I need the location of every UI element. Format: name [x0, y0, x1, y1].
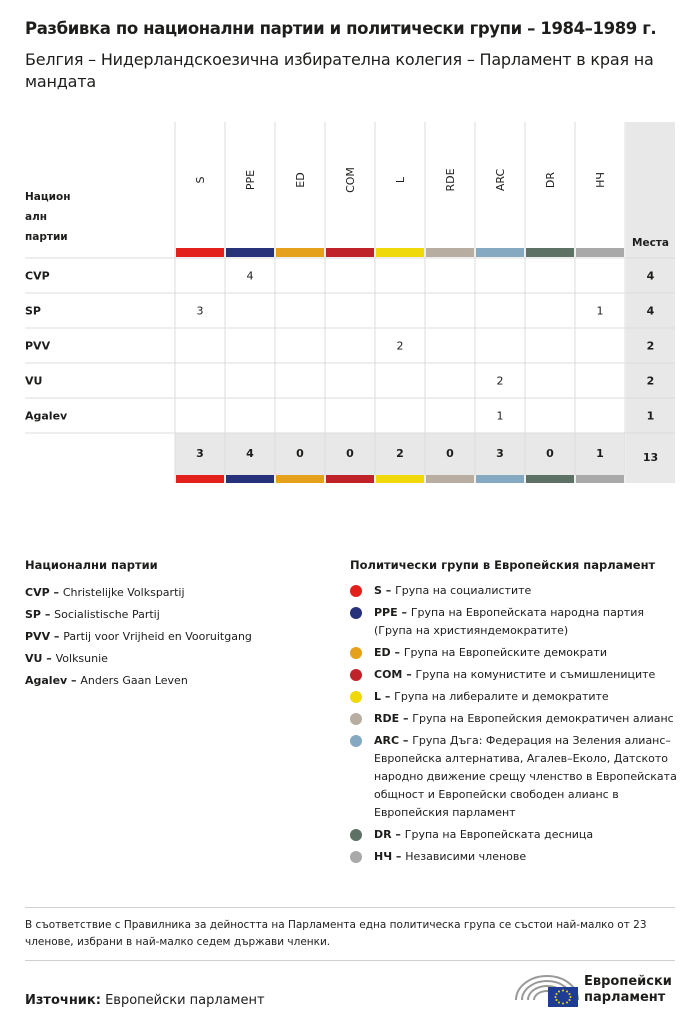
legend-party-name: Christelijke Volkspartij	[62, 586, 185, 599]
legend-party-code: CVP –	[25, 586, 63, 599]
legend-color-dot	[350, 851, 362, 863]
group-color-bar-bottom	[226, 475, 274, 483]
legend-group-item	[350, 688, 680, 706]
group-color-bar	[226, 248, 274, 257]
row-total-value: 2	[646, 339, 655, 353]
group-header-label: ED	[294, 172, 307, 188]
group-header-label: PPE	[244, 169, 257, 191]
legend-party-name: Anders Gaan Leven	[80, 674, 188, 687]
legend-color-dot	[350, 691, 362, 703]
column-total-value: 0	[446, 447, 454, 460]
legend-party-name: Partij voor Vrijheid en Vooruitgang	[63, 630, 252, 643]
group-color-bar	[476, 248, 524, 257]
grand-total-value: 13	[642, 451, 659, 464]
group-color-bar	[576, 248, 624, 257]
seat-distribution-table	[0, 0, 700, 500]
legend-group-name: Група на Европейската народна партия (Група на християндемократите)	[374, 606, 644, 637]
legend-color-dot	[350, 585, 362, 597]
group-color-bar-bottom	[526, 475, 574, 483]
party-row-label: SP	[25, 304, 41, 318]
column-total-value: 2	[396, 447, 404, 460]
legend-group-code: S –	[374, 584, 396, 597]
page-title: Разбивка по национални партии и политически групи – 1984–1989 г.	[25, 19, 657, 38]
column-total-value: 0	[296, 447, 304, 460]
legend-party-item	[25, 582, 325, 604]
legend-group-item	[350, 848, 680, 866]
group-header-label: RDE	[444, 168, 457, 192]
source-label: Източник:	[25, 993, 101, 1008]
group-header-label: НЧ	[594, 172, 607, 188]
group-color-bar-bottom	[426, 475, 474, 483]
group-header-label: COM	[344, 167, 357, 193]
cell-value: 1	[496, 409, 504, 423]
row-total-value: 4	[646, 304, 655, 318]
group-color-bar	[526, 248, 574, 257]
source-line	[25, 993, 265, 1008]
group-header-label: ARC	[494, 168, 507, 192]
group-color-bar-bottom	[276, 475, 324, 483]
cell-value: 3	[196, 304, 204, 318]
logo-line-1: Европейски	[584, 974, 672, 989]
group-color-bar-bottom	[476, 475, 524, 483]
legend-group-name: Група на комунистите и съмишлениците	[415, 668, 656, 681]
party-row-label: CVP	[25, 269, 50, 283]
group-color-bar	[276, 248, 324, 257]
group-color-bar-bottom	[326, 475, 374, 483]
column-total-value: 3	[196, 447, 204, 460]
legend-group-item	[350, 644, 680, 662]
legend-group-code: RDE –	[374, 712, 413, 725]
legend-party-name: Volksunie	[55, 652, 108, 665]
legend-party-item	[25, 670, 325, 692]
column-total-value: 4	[246, 447, 254, 460]
total-column-bg	[626, 122, 675, 483]
legend-group-code: ED –	[374, 646, 404, 659]
legend-group-item	[350, 604, 680, 640]
legend-party-code: VU –	[25, 652, 56, 665]
column-total-value: 0	[546, 447, 554, 460]
legend-national-parties	[25, 558, 325, 692]
group-color-bar-bottom	[176, 475, 224, 483]
row-total-value: 2	[646, 374, 655, 388]
legend-party-item	[25, 626, 325, 648]
group-color-bar	[426, 248, 474, 257]
cell-value: 2	[396, 339, 404, 353]
group-color-bar	[376, 248, 424, 257]
legend-party-name: Socialistische Partij	[54, 608, 160, 621]
footnote: В съответствие с Правилника за дейността на Парламента една политическа група се състои най-малко от 23 членове, избрани в най-малко седем държави членки.	[25, 919, 647, 948]
legend-color-dot	[350, 713, 362, 725]
cell-value: 4	[246, 269, 254, 283]
group-color-bar	[326, 248, 374, 257]
legend-political-groups	[350, 558, 680, 870]
legend-group-name: Група Дъга: Федерация на Зеления алианс–Европейска алтернатива, Агалев–Еколо, Датското народно движение срещу членство в Европейската общност и Европейски свободен алианс в Европейския парламент	[374, 734, 677, 819]
divider	[25, 907, 675, 908]
column-total-value: 1	[596, 447, 604, 460]
row-total-value: 1	[646, 409, 655, 423]
total-header-label: Места	[632, 237, 669, 249]
divider	[25, 960, 675, 961]
cell-value: 1	[596, 304, 604, 318]
legend-color-dot	[350, 829, 362, 841]
column-total-value: 3	[496, 447, 504, 460]
logo-text	[584, 974, 672, 1006]
party-row-label: Agalev	[25, 409, 68, 423]
legend-party-code: Agalev –	[25, 674, 81, 687]
cell-value: 2	[496, 374, 504, 388]
group-header-label: DR	[544, 171, 557, 189]
legend-party-code: SP –	[25, 608, 55, 621]
legend-color-dot	[350, 669, 362, 681]
legend-group-code: НЧ –	[374, 850, 406, 863]
group-color-bar	[176, 248, 224, 257]
source-text: Европейски парламент	[105, 993, 265, 1008]
legend-group-code: COM –	[374, 668, 416, 681]
logo-line-2: парламент	[584, 990, 666, 1005]
legend-party-item	[25, 648, 325, 670]
parliament-emblem-icon	[514, 970, 580, 1010]
legend-group-code: L –	[374, 690, 395, 703]
party-row-label: PVV	[25, 339, 51, 353]
row-header-label: Национ	[25, 191, 71, 203]
legend-party-item	[25, 604, 325, 626]
legend-group-name: Група на Европейската десница	[404, 828, 594, 841]
legend-party-code: PVV –	[25, 630, 64, 643]
legend-group-item	[350, 710, 680, 728]
group-color-bar-bottom	[576, 475, 624, 483]
legend-color-dot	[350, 735, 362, 747]
legend-group-code: DR –	[374, 828, 405, 841]
legend-group-item	[350, 582, 680, 600]
party-row-label: VU	[25, 374, 43, 388]
page-subtitle: Белгия – Нидерландскоезична избирателна колегия – Парламент в края на мандата	[25, 50, 654, 91]
group-header-label: L	[394, 176, 407, 184]
legend-group-name: Група на Европейските демократи	[403, 646, 607, 659]
row-header-label: партии	[25, 231, 68, 243]
legend-group-code: PPE –	[374, 606, 411, 619]
legend-group-item	[350, 826, 680, 844]
legend-group-name: Група на социалистите	[395, 584, 532, 597]
group-color-bar-bottom	[376, 475, 424, 483]
legend-group-name: Група на либералите и демократите	[394, 690, 609, 703]
legend-color-dot	[350, 607, 362, 619]
legend-parties-heading: Национални партии	[25, 558, 158, 572]
legend-group-name: Независими членове	[405, 850, 527, 863]
legend-group-name: Група на Европейския демократичен алианс	[412, 712, 674, 725]
legend-group-item	[350, 666, 680, 684]
legend-group-item	[350, 732, 680, 822]
legend-group-code: ARC –	[374, 734, 413, 747]
column-total-value: 0	[346, 447, 354, 460]
legend-color-dot	[350, 647, 362, 659]
row-total-value: 4	[646, 269, 655, 283]
european-parliament-logo	[514, 970, 684, 1010]
group-header-label: S	[194, 176, 207, 184]
legend-groups-heading: Политически групи в Европейския парламент	[350, 558, 656, 572]
row-header-label: алн	[25, 211, 48, 223]
